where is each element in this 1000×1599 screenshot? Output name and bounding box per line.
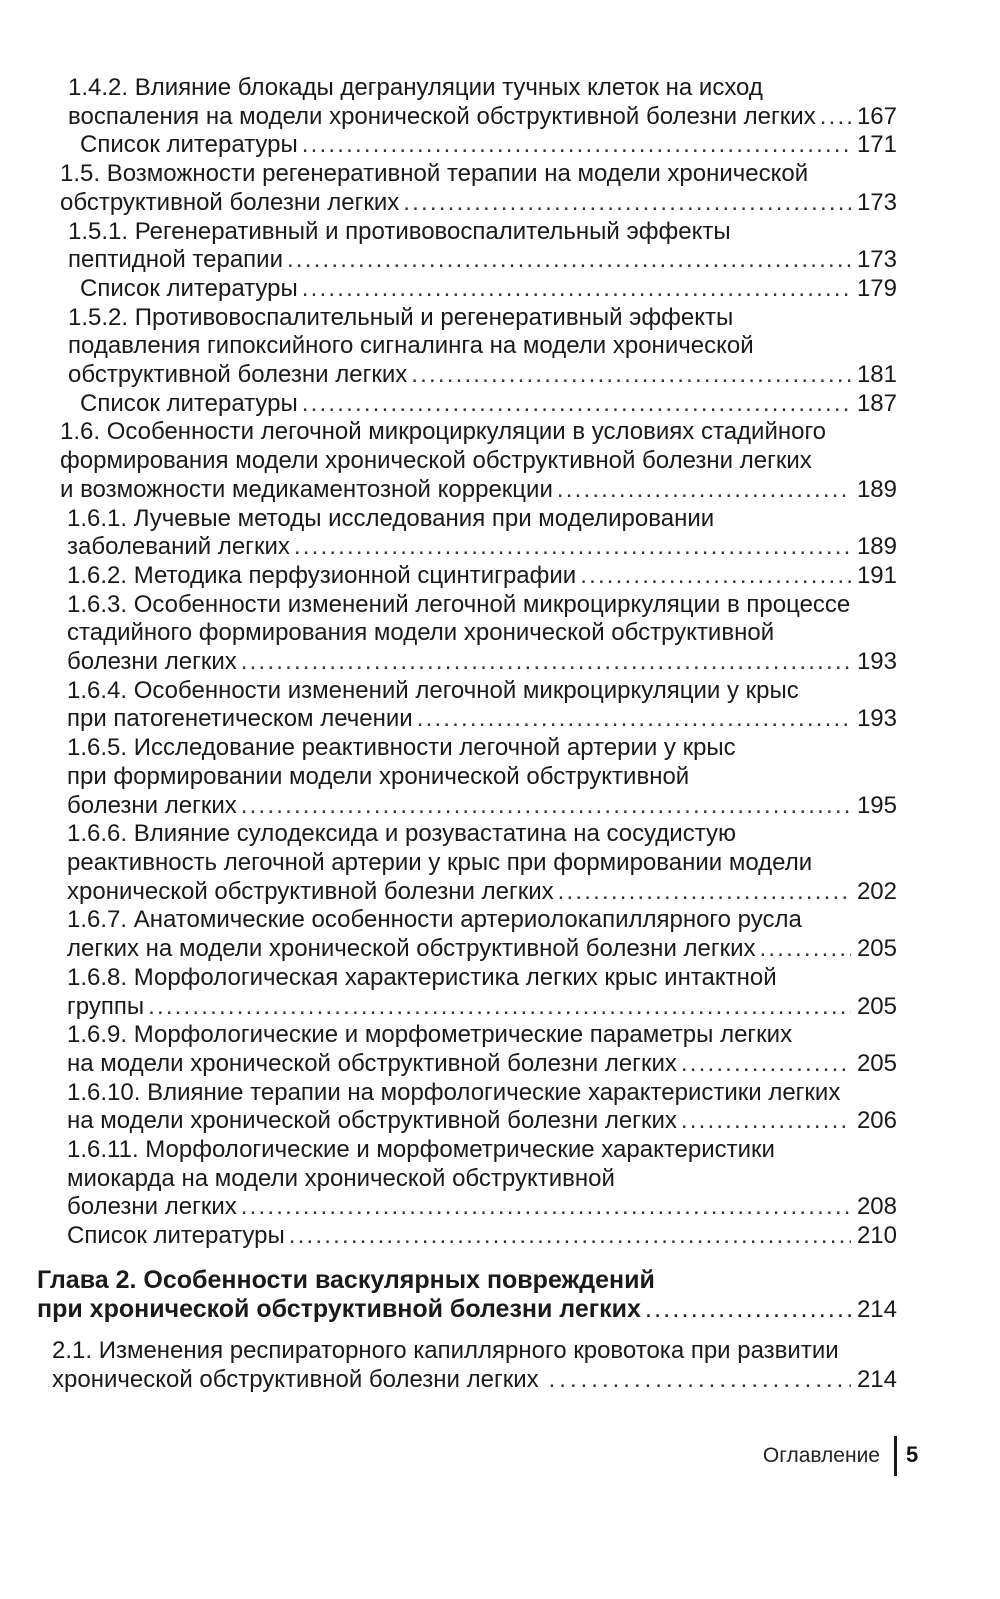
toc-entry: [0, 160, 897, 217]
page-footer: [0, 1436, 1000, 1476]
toc-entry-title-line: формирования модели хронической обструктивной болезни легких: [60, 447, 812, 475]
dot-leader: [302, 390, 851, 419]
dot-leader: [241, 648, 851, 677]
chapter-title-line-2: при хронической обструктивной болезни легких: [37, 1295, 641, 1323]
toc-entry-title-line: 1.6.9. Морфологические и морфометрические параметры легких: [67, 1021, 793, 1049]
dot-leader: [557, 476, 851, 505]
dot-leader: [148, 993, 851, 1022]
toc-entry-page-number: 205: [856, 1049, 897, 1077]
toc-entry-title-line: 1.6.8. Морфологическая характеристика легких крыс интактной: [67, 963, 777, 991]
toc-entry-title-line: 1.6.6. Влияние сулодексида и розувастатина на сосудистую: [67, 820, 736, 848]
toc-entry-title-line: обструктивной болезни легких: [68, 361, 408, 389]
toc-entry-title-line: и возможности медикаментозной коррекции: [60, 475, 553, 503]
dot-leader: [302, 131, 851, 160]
toc-entry-title-line: 1.6.3. Особенности изменений легочной микроциркуляции в процессе: [67, 590, 851, 618]
toc-entry-title-line: 1.5.2. Противовоспалительный и регенеративный эффекты: [68, 303, 734, 331]
page-number: 5: [906, 1442, 919, 1467]
toc-entry-title-line: 1.6.10. Влияние терапии на морфологические характеристики легких: [67, 1078, 841, 1106]
dot-leader: [287, 246, 851, 275]
toc-entry-title-line: подавления гипоксийного сигналинга на модели хронической: [68, 332, 754, 360]
toc-entry-title-line: на модели хронической обструктивной болезни легких: [67, 1107, 677, 1135]
toc-entry-title-line: пептидной терапии: [68, 246, 283, 274]
dot-leader: [417, 705, 851, 734]
toc-entry-title-line: 1.4.2. Влияние блокады дегрануляции тучных клеток на исход: [68, 74, 763, 101]
toc-entry-title-line: Список литературы: [80, 274, 298, 302]
toc-entry-title-line: обструктивной болезни легких: [60, 188, 400, 216]
toc-entry-title-line: 1.6.1. Лучевые методы исследования при моделировании: [67, 504, 715, 532]
dot-leader: [580, 562, 851, 591]
dot-leader: [289, 1222, 851, 1251]
toc-entry-title-line: стадийного формирования модели хронической обструктивной: [67, 619, 775, 647]
toc-entry: [0, 591, 897, 677]
toc-entry-page-number: 173: [856, 188, 897, 216]
toc-entry-title-line: болезни легких: [67, 1193, 237, 1221]
toc-entry: [0, 906, 897, 963]
toc-entry: [0, 131, 897, 160]
toc-entry-title-line: болезни легких: [67, 791, 237, 819]
toc-entry-title-line: на модели хронической обструктивной болезни легких: [67, 1049, 677, 1077]
toc-entry-page-number: 208: [856, 1193, 897, 1221]
toc-entry-title-line: Список литературы: [80, 389, 298, 417]
section-title-line-1: 2.1. Изменения респираторного капиллярного кровотока при развитии: [52, 1337, 839, 1364]
section-page-number: 214: [856, 1365, 897, 1393]
toc-entry: [0, 218, 897, 275]
chapter-2-entry: [37, 1266, 897, 1324]
toc-entry-title-line: миокарда на модели хронической обструктивной: [67, 1164, 615, 1192]
footer-divider: [894, 1436, 897, 1476]
toc-entry-title-line: Список литературы: [80, 131, 298, 159]
toc-entry-title-line: 1.6.5. Исследование реактивности легочной артерии у крыс: [67, 734, 736, 762]
toc-entry-page-number: 187: [856, 389, 897, 417]
toc-entry: [0, 304, 897, 390]
section-title-line-2: хронической обструктивной болезни легких: [52, 1365, 539, 1393]
toc-entry-title-line: Список литературы: [67, 1222, 285, 1250]
dot-leader: [403, 189, 851, 218]
toc-entry-title-line: заболеваний легких: [67, 533, 290, 561]
toc-entry-title-line: 1.6.7. Анатомические особенности артериолокапиллярного русла: [67, 906, 802, 934]
dot-leader: [760, 935, 851, 964]
toc-entry-page-number: 195: [856, 791, 897, 819]
toc-entry: [0, 74, 897, 131]
toc-entry-title-line: 1.6. Особенности легочной микроциркуляции в условиях стадийного: [60, 418, 827, 446]
toc-entry-page-number: 210: [856, 1222, 897, 1250]
dot-leader: [645, 1295, 851, 1324]
toc-entry: [0, 964, 897, 1021]
toc-entry-title-line: хронической обструктивной болезни легких: [67, 877, 554, 905]
toc-entry: [0, 677, 897, 734]
dot-leader: [681, 1050, 851, 1079]
toc-entry-title-line: 1.5. Возможности регенеративной терапии на модели хронической: [60, 160, 809, 188]
running-title: Оглавление: [762, 1444, 880, 1467]
dot-leader: [820, 103, 851, 132]
toc-entry-page-number: 171: [856, 131, 897, 159]
section-2-1-entry: [52, 1337, 897, 1394]
toc-entry: [0, 505, 897, 562]
toc-entry: [0, 562, 897, 591]
chapter-page-number: 214: [856, 1296, 897, 1323]
dot-leader: [549, 1366, 851, 1395]
toc-entry-page-number: 189: [856, 475, 897, 503]
toc-entry-title-line: при патогенетическом лечении: [67, 705, 413, 733]
dot-leader: [558, 878, 851, 907]
toc-entry: [0, 734, 897, 820]
dot-leader: [681, 1107, 851, 1136]
toc-entry: [0, 1079, 897, 1136]
toc-entry-title-line: при формировании модели хронической обструктивной: [67, 762, 690, 790]
table-of-contents: [0, 74, 1000, 1251]
dot-leader: [241, 792, 851, 821]
toc-entry-page-number: 189: [856, 533, 897, 561]
toc-entry: [0, 390, 897, 419]
toc-entry-page-number: 205: [856, 992, 897, 1020]
toc-entry-title-line: 1.6.4. Особенности изменений легочной микроциркуляции у крыс: [67, 676, 799, 704]
toc-entry-page-number: 167: [856, 102, 897, 130]
chapter-title-line-1: Глава 2. Особенности васкулярных повреждений: [37, 1266, 655, 1294]
toc-entry: [0, 275, 897, 304]
toc-entry-title-line: воспаления на модели хронической обструктивной болезни легких: [68, 102, 816, 130]
dot-leader: [302, 275, 851, 304]
toc-entry: [0, 1222, 897, 1251]
toc-entry-page-number: 193: [856, 648, 897, 676]
toc-entry: [0, 418, 897, 504]
toc-entry-page-number: 205: [856, 935, 897, 963]
toc-entry-page-number: 191: [856, 561, 897, 589]
toc-entry-title-line: группы: [67, 992, 145, 1020]
toc-entry-page-number: 181: [856, 361, 897, 389]
toc-entry-page-number: 193: [856, 705, 897, 733]
toc-entry-title-line: легких на модели хронической обструктивной болезни легких: [67, 935, 756, 963]
toc-entry-page-number: 179: [856, 274, 897, 302]
toc-entry-title-line: болезни легких: [67, 648, 237, 676]
toc-entry: [0, 820, 897, 906]
toc-entry-page-number: 202: [856, 877, 897, 905]
toc-entry-title-line: 1.5.1. Регенеративный и противовоспалительный эффекты: [68, 217, 731, 245]
dot-leader: [411, 361, 851, 390]
toc-entry-title-line: 1.6.11. Морфологические и морфометрические характеристики: [67, 1136, 775, 1164]
dot-leader: [241, 1193, 851, 1222]
dot-leader: [294, 533, 851, 562]
toc-entry-title-line: реактивность легочной артерии у крыс при формировании модели: [67, 848, 813, 876]
toc-entry: [0, 1021, 897, 1078]
toc-entry-title-line: 1.6.2. Методика перфузионной сцинтиграфии: [67, 561, 577, 589]
toc-entry-page-number: 206: [856, 1107, 897, 1135]
toc-entry: [0, 1136, 897, 1222]
toc-entry-page-number: 173: [856, 246, 897, 274]
